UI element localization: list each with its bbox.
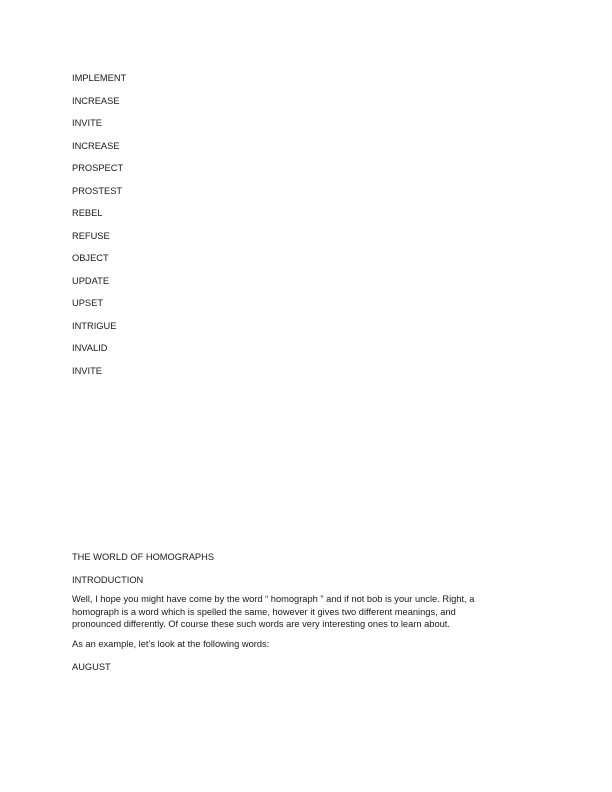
word-list bbox=[72, 72, 126, 387]
word-list-item: PROSPECT bbox=[72, 163, 124, 173]
word-list-item: UPDATE bbox=[72, 275, 110, 286]
word-list-item: INCREASE bbox=[72, 140, 120, 151]
paragraph-line: Well, I hope you might have come by the word “ homograph ” and if not bob is your uncle. Right, a bbox=[72, 594, 475, 604]
section-title: THE WORLD OF HOMOGRAPHS bbox=[72, 552, 215, 562]
word-list-item: REBEL bbox=[72, 208, 103, 218]
word-list-item: INVITE bbox=[72, 118, 102, 128]
example-intro: As an example, let’s look at the following words: bbox=[72, 638, 270, 649]
word-list-item: INVALID bbox=[72, 343, 108, 353]
word-list-item: INTRIGUE bbox=[72, 320, 117, 331]
word-list-item: IMPLEMENT bbox=[72, 73, 127, 83]
paragraph-line: homograph is a word which is spelled the same, however it gives two different meanings, and bbox=[72, 606, 456, 617]
word-list-item: OBJECT bbox=[72, 253, 109, 263]
word-list-item: PROSTEST bbox=[72, 185, 123, 196]
word-list-item: INCREASE bbox=[72, 95, 120, 106]
word-list-item: INVITE bbox=[72, 365, 102, 376]
example-word: AUGUST bbox=[72, 661, 111, 672]
homographs-section bbox=[72, 551, 542, 673]
intro-paragraph bbox=[72, 593, 542, 631]
paragraph-line: pronounced differently. Of course these such words are very interesting ones to learn about. bbox=[72, 619, 450, 630]
word-list-item: UPSET bbox=[72, 298, 103, 308]
intro-heading: INTRODUCTION bbox=[72, 575, 144, 585]
word-list-item: REFUSE bbox=[72, 230, 110, 241]
